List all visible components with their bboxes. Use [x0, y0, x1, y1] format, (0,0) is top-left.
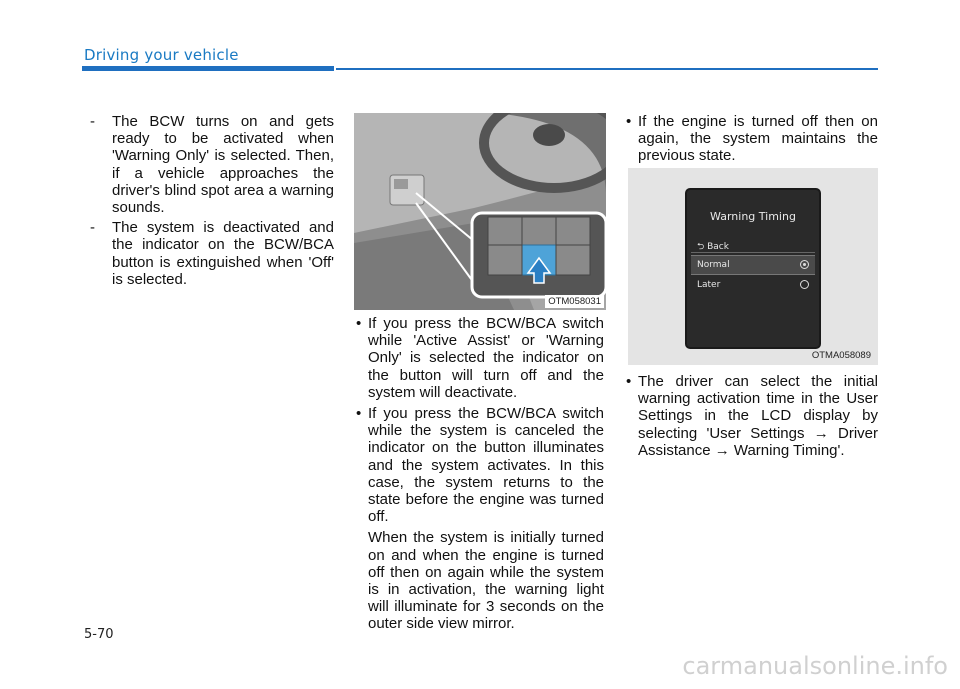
lcd-option-label: Later [697, 280, 721, 290]
header-rule-thick [82, 66, 334, 71]
header-title: Driving your vehicle [84, 46, 239, 64]
figure-lcd-warning-timing [628, 168, 878, 365]
column-left [84, 113, 334, 291]
header-rule-thin [336, 68, 878, 70]
lcd-option-label: Normal [697, 260, 730, 270]
list-item-text: The driver can select the initial warning activation time in the User Settings in the LCD display by selecting 'User Settings → Driver Assistance → Warning Timing'. [638, 373, 878, 459]
dash-mark: - [90, 113, 95, 130]
bullet-mark: • [356, 315, 362, 332]
bullet-mark: • [356, 405, 362, 423]
list-item-text: If you press the BCW/BCA switch while 'Active Assist' or 'Warning Only' is selected the indicator on the button will turn off and the system will deactivate. [368, 315, 604, 401]
column-right-bottom [624, 373, 878, 463]
lcd-display [685, 188, 821, 349]
list-item [624, 113, 878, 165]
list-item [84, 219, 334, 288]
bullet-mark: • [626, 113, 632, 130]
lcd-option-normal [691, 255, 815, 275]
list-item [354, 315, 604, 401]
radio-unselected-icon [800, 280, 809, 289]
list-item-text: If the engine is turned off then on again, the system maintains the previous state. [638, 113, 878, 165]
figure-bca-switch [354, 113, 606, 310]
list-item [354, 405, 604, 525]
bullet-mark: • [626, 373, 632, 390]
list-item-text: If you press the BCW/BCA switch while the system is canceled the indicator on the button illuminates and the system activates. In this case, the system returns to the state before the engine was turned off. [368, 405, 604, 526]
list-item [624, 373, 878, 459]
watermark: carmanualsonline.info [682, 652, 948, 680]
car-interior-illustration [354, 113, 606, 310]
radio-selected-icon [800, 260, 809, 269]
lcd-divider [691, 252, 815, 253]
list-item [84, 113, 334, 216]
lcd-title: Warning Timing [710, 210, 796, 223]
lcd-back-item: ⮌ Back [697, 242, 729, 252]
figure-caption: OTMA058089 [811, 350, 871, 361]
dash-mark: - [90, 219, 95, 237]
lcd-option-later [691, 276, 815, 294]
list-item-text: The system is deactivated and the indicator on the BCW/BCA button is extinguished when 'Off' is selected. [112, 219, 334, 288]
column-middle [354, 315, 604, 633]
page-number: 5-70 [84, 627, 114, 642]
figure-caption: OTM058031 [545, 295, 604, 308]
column-right-top [624, 113, 878, 169]
paragraph: When the system is initially turned on and when the engine is turned off then on again while the system is in activation, the warning light will illuminate for 3 seconds on the outer side view mirror. [368, 529, 604, 633]
list-item-text: The BCW turns on and gets ready to be activated when 'Warning Only' is selected. Then, if a vehicle approaches the driver's blind spot area a warning sounds. [112, 113, 334, 217]
